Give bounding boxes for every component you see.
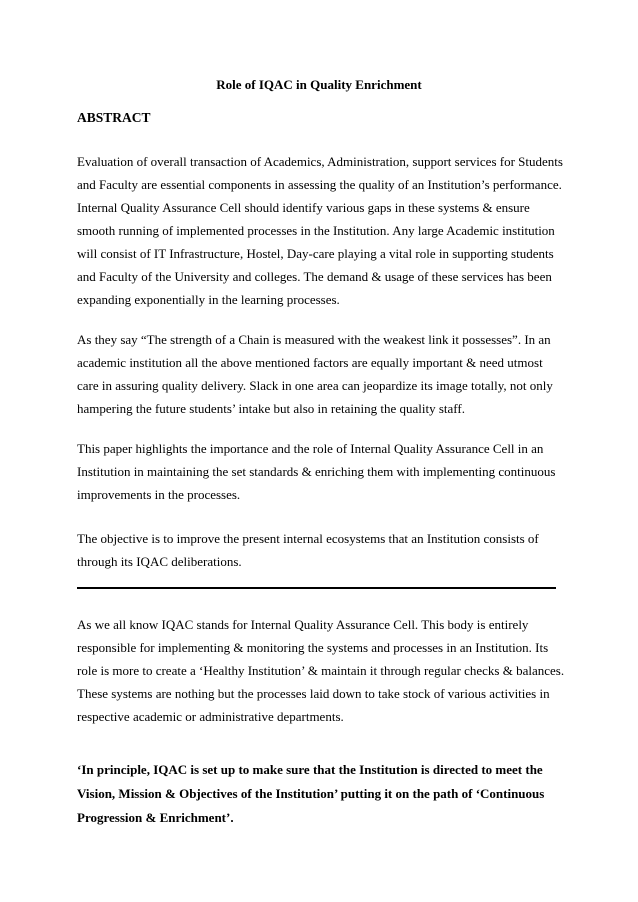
text-line: expanding exponentially in the learning processes. (77, 292, 340, 307)
text-line: These systems are nothing but the processes laid down to take stock of various activities in (77, 686, 550, 701)
text-line: Internal Quality Assurance Cell should identify various gaps in these systems & ensure (77, 200, 530, 215)
text-line: Institution in maintaining the set standards & enriching them with implementing continuous (77, 464, 556, 479)
text-line: Vision, Mission & Objectives of the Institution’ putting it on the path of ‘Continuous (77, 786, 545, 801)
text-line: As we all know IQAC stands for Internal Quality Assurance Cell. This body is entirely (77, 617, 529, 632)
principle-statement (77, 758, 544, 830)
text-line: As they say “The strength of a Chain is measured with the weakest link it possesses”. In an (77, 332, 551, 347)
abstract-paragraph-1 (77, 150, 563, 311)
body-paragraph-1 (77, 613, 564, 728)
text-line: Progression & Enrichment’. (77, 810, 234, 825)
text-line: and Faculty are essential components in assessing the quality of an Institution’s performance. (77, 177, 562, 192)
text-line: role is more to create a ‘Healthy Institution’ & maintain it through regular checks & balances. (77, 663, 565, 678)
text-line: through its IQAC deliberations. (77, 554, 242, 569)
text-line: This paper highlights the importance and the role of Internal Quality Assurance Cell in an (77, 441, 544, 456)
document-title: Role of IQAC in Quality Enrichment (216, 77, 422, 92)
abstract-paragraph-2 (77, 328, 553, 420)
abstract-heading: ABSTRACT (77, 110, 151, 125)
text-line: care in assuring quality delivery. Slack in one area can jeopardize its image totally, not only (77, 378, 553, 393)
text-line: respective academic or administrative departments. (77, 709, 344, 724)
text-line: hampering the future students’ intake but also in retaining the quality staff. (77, 401, 465, 416)
abstract-paragraph-4 (77, 527, 539, 573)
text-line: and Faculty of the University and colleges. The demand & usage of these services has been (77, 269, 552, 284)
text-line: responsible for implementing & monitoring the systems and processes in an Institution. Its (77, 640, 549, 655)
text-line: ‘In principle, IQAC is set up to make sure that the Institution is directed to meet the (77, 762, 543, 777)
text-line: smooth running of implemented processes in the Institution. Any large Academic institution (77, 223, 555, 238)
text-line: The objective is to improve the present internal ecosystems that an Institution consists of (77, 531, 539, 546)
text-line: Evaluation of overall transaction of Academics, Administration, support services for Students (77, 154, 563, 169)
section-divider (77, 587, 556, 589)
abstract-paragraph-3 (77, 437, 555, 506)
text-line: improvements in the processes. (77, 487, 241, 502)
text-line: will consist of IT Infrastructure, Hostel, Day-care playing a vital role in supporting students (77, 246, 554, 261)
text-line: academic institution all the above mentioned factors are equally important & need utmost (77, 355, 543, 370)
